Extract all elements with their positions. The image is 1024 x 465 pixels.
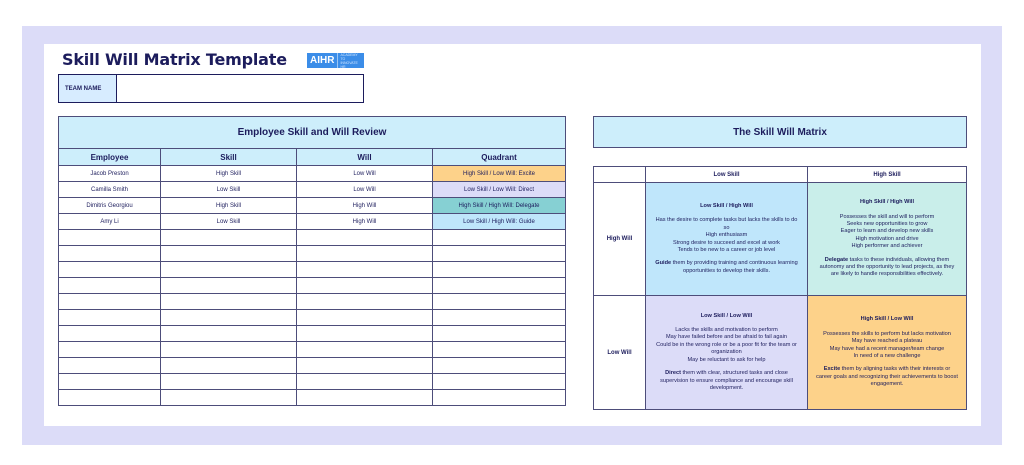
empty-cell[interactable] bbox=[161, 230, 297, 246]
table-row bbox=[59, 214, 566, 230]
empty-cell[interactable] bbox=[59, 278, 161, 294]
employee-cell[interactable]: Camilla Smith bbox=[59, 182, 161, 198]
empty-table-row bbox=[59, 390, 566, 406]
skill-cell[interactable]: Low Skill bbox=[161, 182, 297, 198]
col-header-low-skill: Low Skill bbox=[646, 167, 808, 183]
quadrant-line: May have failed before and be afraid to fail again bbox=[666, 334, 787, 341]
quadrant-title: High Skill / High Will bbox=[859, 199, 915, 206]
empty-table-row bbox=[59, 358, 566, 374]
quadrant-line: Lacks the skills and motivation to perform bbox=[675, 327, 778, 334]
empty-cell[interactable] bbox=[297, 278, 433, 294]
empty-cell[interactable] bbox=[161, 374, 297, 390]
review-table-title: Employee Skill and Will Review bbox=[59, 117, 566, 149]
empty-cell[interactable] bbox=[161, 310, 297, 326]
empty-cell[interactable] bbox=[433, 374, 566, 390]
logo-tagline bbox=[337, 53, 364, 68]
quadrant-line: High enthusiasm bbox=[705, 232, 748, 239]
empty-cell[interactable] bbox=[433, 358, 566, 374]
empty-cell[interactable] bbox=[59, 374, 161, 390]
action-text: tasks to these individuals, allowing them autonomy and the opportunity to lead projects, as they are likely to handle responsibilities effectively. bbox=[819, 256, 955, 278]
empty-cell[interactable] bbox=[297, 358, 433, 374]
empty-cell[interactable] bbox=[297, 246, 433, 262]
empty-cell[interactable] bbox=[433, 278, 566, 294]
empty-table-row bbox=[59, 230, 566, 246]
team-name-field bbox=[58, 74, 364, 103]
quadrant-line: Could be in the wrong role or be a poor fit for the team or organization bbox=[656, 341, 797, 356]
quadrant-line: May have had a recent manager/team change bbox=[829, 345, 945, 352]
matrix-title: The Skill Will Matrix bbox=[593, 116, 967, 148]
empty-table-row bbox=[59, 262, 566, 278]
quadrant-cell[interactable]: Low Skill / Low Will: Direct bbox=[433, 182, 566, 198]
empty-cell[interactable] bbox=[161, 342, 297, 358]
empty-cell[interactable] bbox=[433, 294, 566, 310]
will-cell[interactable]: High Will bbox=[297, 214, 433, 230]
quadrant-line: Possesses the skills to perform but lacks motivation bbox=[823, 330, 951, 337]
action-text: them by aligning tasks with their interests or career goals and recognizing their achievements to boost engagement. bbox=[816, 366, 958, 388]
employee-cell[interactable]: Dimitris Georgiou bbox=[59, 198, 161, 214]
empty-cell[interactable] bbox=[59, 262, 161, 278]
will-cell[interactable]: High Will bbox=[297, 198, 433, 214]
skill-cell[interactable]: High Skill bbox=[161, 198, 297, 214]
logo-mark: AIHR bbox=[307, 53, 337, 68]
empty-cell[interactable] bbox=[297, 342, 433, 358]
action-word: Direct bbox=[665, 370, 681, 377]
column-header-will: Will bbox=[297, 149, 433, 166]
table-row bbox=[59, 198, 566, 214]
employee-cell[interactable]: Jacob Preston bbox=[59, 166, 161, 182]
aihr-logo bbox=[307, 53, 364, 68]
action-word: Delegate bbox=[824, 256, 849, 263]
quadrant-title: Low Skill / High Will bbox=[700, 202, 753, 209]
column-header-skill: Skill bbox=[161, 149, 297, 166]
will-cell[interactable]: Low Will bbox=[297, 182, 433, 198]
empty-cell[interactable] bbox=[433, 390, 566, 406]
quadrant-guide bbox=[646, 183, 808, 296]
skill-cell[interactable]: Low Skill bbox=[161, 214, 297, 230]
empty-table-row bbox=[59, 310, 566, 326]
quadrant-title: Low Skill / Low Will bbox=[700, 312, 753, 319]
action-word: Excite bbox=[823, 366, 841, 373]
empty-cell[interactable] bbox=[297, 374, 433, 390]
logo-tagline-line: INNOVATE HR bbox=[340, 60, 358, 69]
skill-will-matrix bbox=[593, 166, 967, 410]
empty-cell[interactable] bbox=[59, 246, 161, 262]
action-word: Guide bbox=[655, 260, 672, 267]
empty-cell[interactable] bbox=[59, 294, 161, 310]
will-cell[interactable]: Low Will bbox=[297, 166, 433, 182]
quadrant-line: Eager to learn and develop new skills bbox=[840, 228, 934, 235]
quadrant-direct bbox=[646, 296, 808, 410]
quadrant-line: High performer and achiever bbox=[851, 243, 923, 250]
empty-cell[interactable] bbox=[161, 326, 297, 342]
empty-cell[interactable] bbox=[59, 390, 161, 406]
empty-cell[interactable] bbox=[161, 390, 297, 406]
logo-tagline-line: ACADEMY TO bbox=[340, 52, 358, 61]
empty-cell[interactable] bbox=[433, 246, 566, 262]
empty-cell[interactable] bbox=[433, 230, 566, 246]
empty-cell[interactable] bbox=[297, 390, 433, 406]
quadrant-line: Tends to be new to a career or job level bbox=[677, 246, 776, 253]
quadrant-line: May be reluctant to ask for help bbox=[687, 356, 766, 363]
empty-cell[interactable] bbox=[161, 262, 297, 278]
empty-cell[interactable] bbox=[433, 342, 566, 358]
empty-cell[interactable] bbox=[297, 294, 433, 310]
empty-cell[interactable] bbox=[161, 294, 297, 310]
action-text: them by providing training and continuous learning opportunities to develop their skills. bbox=[671, 260, 798, 274]
empty-rows bbox=[59, 230, 566, 406]
table-row bbox=[59, 182, 566, 198]
empty-table-row bbox=[59, 374, 566, 390]
team-name-input[interactable] bbox=[117, 75, 363, 102]
empty-table-row bbox=[59, 342, 566, 358]
empty-cell[interactable] bbox=[59, 358, 161, 374]
column-header-employee: Employee bbox=[59, 149, 161, 166]
empty-cell[interactable] bbox=[161, 246, 297, 262]
empty-cell[interactable] bbox=[433, 310, 566, 326]
skill-cell[interactable]: High Skill bbox=[161, 166, 297, 182]
empty-cell[interactable] bbox=[59, 326, 161, 342]
quadrant-line: High motivation and drive bbox=[855, 235, 919, 242]
empty-cell[interactable] bbox=[433, 326, 566, 342]
action-text: them with clear, structured tasks and close supervision to ensure compliance and encourage skill development. bbox=[660, 370, 793, 391]
employee-review-table bbox=[58, 116, 566, 406]
empty-cell[interactable] bbox=[161, 358, 297, 374]
page-title: Skill Will Matrix Template bbox=[62, 50, 287, 69]
empty-table-row bbox=[59, 246, 566, 262]
quadrant-line: Possesses the skill and will to perform bbox=[839, 213, 935, 220]
quadrant-line: Seeks new opportunities to grow bbox=[846, 220, 928, 227]
row-header-high-will: High Will bbox=[594, 183, 646, 296]
empty-table-row bbox=[59, 294, 566, 310]
empty-table-row bbox=[59, 278, 566, 294]
empty-table-row bbox=[59, 326, 566, 342]
quadrant-cell[interactable]: High Skill / High Will: Delegate bbox=[433, 198, 566, 214]
quadrant-line: Has the desire to complete tasks but lacks the skills to do so bbox=[655, 217, 798, 231]
quadrant-line: May have reached a plateau bbox=[851, 338, 923, 345]
employee-cell[interactable]: Amy Li bbox=[59, 214, 161, 230]
quadrant-excite bbox=[808, 296, 967, 410]
empty-cell[interactable] bbox=[59, 342, 161, 358]
empty-cell[interactable] bbox=[161, 278, 297, 294]
quadrant-cell[interactable]: High Skill / Low Will: Excite bbox=[433, 166, 566, 182]
matrix-corner bbox=[594, 167, 646, 183]
row-header-low-will: Low Will bbox=[594, 296, 646, 410]
empty-cell[interactable] bbox=[59, 230, 161, 246]
empty-cell[interactable] bbox=[297, 230, 433, 246]
empty-cell[interactable] bbox=[297, 262, 433, 278]
empty-cell[interactable] bbox=[59, 310, 161, 326]
table-row bbox=[59, 166, 566, 182]
team-name-label: TEAM NAME bbox=[59, 75, 117, 102]
col-header-high-skill: High Skill bbox=[808, 167, 967, 183]
quadrant-cell[interactable]: Low Skill / High Will: Guide bbox=[433, 214, 566, 230]
quadrant-delegate bbox=[808, 183, 967, 296]
column-header-quadrant: Quadrant bbox=[433, 149, 566, 166]
quadrant-line: Strong desire to succeed and excel at work bbox=[673, 239, 780, 246]
empty-cell[interactable] bbox=[433, 262, 566, 278]
empty-cell[interactable] bbox=[297, 326, 433, 342]
quadrant-title: High Skill / Low Will bbox=[860, 316, 914, 323]
quadrant-line: In need of a new challenge bbox=[853, 353, 921, 359]
empty-cell[interactable] bbox=[297, 310, 433, 326]
